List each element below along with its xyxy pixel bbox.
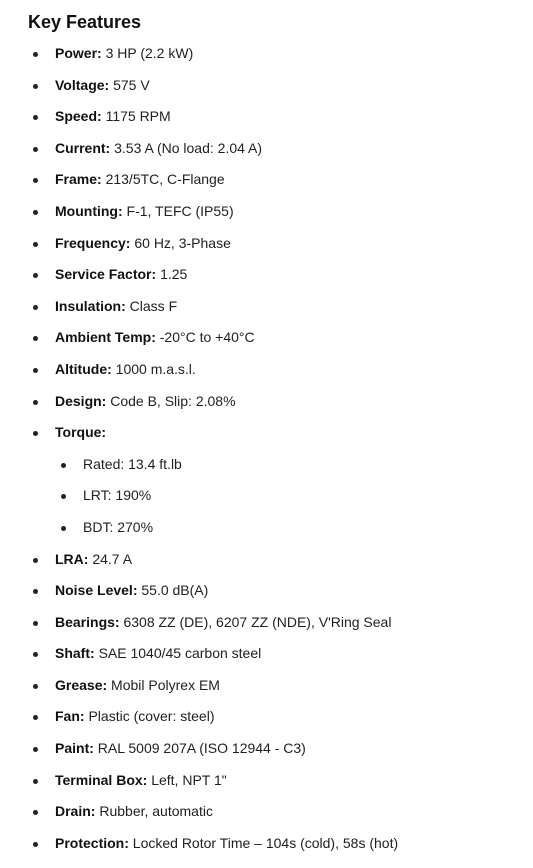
feature-label: LRA: xyxy=(55,550,89,567)
feature-label: Speed: xyxy=(55,108,102,125)
feature-item xyxy=(0,259,533,291)
feature-value: Left, NPT 1" xyxy=(151,771,227,788)
bullet-icon xyxy=(33,558,38,563)
feature-label: Current: xyxy=(55,139,111,156)
feature-subitem xyxy=(0,480,533,512)
bullet-icon xyxy=(33,178,38,183)
bullet-icon xyxy=(33,621,38,626)
feature-item xyxy=(0,828,533,860)
feature-item xyxy=(0,354,533,386)
feature-value: 24.7 A xyxy=(92,550,133,567)
feature-label: Insulation: xyxy=(55,297,126,314)
feature-list xyxy=(0,38,533,859)
feature-value: Code B, Slip: 2.08% xyxy=(110,392,236,409)
feature-value: Class F xyxy=(129,297,178,314)
feature-label: Shaft: xyxy=(55,645,95,662)
feature-label: Bearings: xyxy=(55,613,120,630)
bullet-icon xyxy=(33,684,38,689)
feature-value: LRT: 190% xyxy=(83,487,152,504)
bullet-icon xyxy=(33,336,38,341)
feature-value: 55.0 dB(A) xyxy=(141,582,209,599)
feature-value: 3.53 A (No load: 2.04 A) xyxy=(114,139,263,156)
feature-item xyxy=(0,733,533,765)
bullet-icon xyxy=(33,747,38,752)
bullet-icon xyxy=(61,494,66,499)
feature-item xyxy=(0,70,533,102)
feature-value: Mobil Polyrex EM xyxy=(111,676,220,693)
feature-label: Frame: xyxy=(55,171,102,188)
feature-value: 1000 m.a.s.l. xyxy=(115,360,196,377)
feature-item xyxy=(0,796,533,828)
bullet-icon xyxy=(33,652,38,657)
feature-label: Terminal Box: xyxy=(55,771,148,788)
bullet-icon xyxy=(33,147,38,152)
feature-value: 6308 ZZ (DE), 6207 ZZ (NDE), V'Ring Seal xyxy=(123,613,392,630)
feature-item xyxy=(0,164,533,196)
feature-value: F-1, TEFC (IP55) xyxy=(126,202,234,219)
feature-value: 1.25 xyxy=(160,266,188,283)
bullet-icon xyxy=(61,463,66,468)
feature-label: Torque: xyxy=(55,424,107,441)
bullet-icon xyxy=(33,589,38,594)
feature-value: SAE 1040/45 carbon steel xyxy=(98,645,262,662)
feature-value: 60 Hz, 3-Phase xyxy=(134,234,231,251)
feature-label: Grease: xyxy=(55,676,108,693)
feature-label: Mounting: xyxy=(55,202,123,219)
feature-value: RAL 5009 207A (ISO 12944 - C3) xyxy=(97,740,306,757)
bullet-icon xyxy=(33,368,38,373)
feature-value: Locked Rotor Time – 104s (cold), 58s (hot) xyxy=(132,834,399,851)
feature-value: BDT: 270% xyxy=(83,518,154,535)
bullet-icon xyxy=(61,526,66,531)
feature-item xyxy=(0,291,533,323)
feature-label: Protection: xyxy=(55,834,129,851)
feature-item xyxy=(0,101,533,133)
feature-label: Paint: xyxy=(55,740,94,757)
feature-item xyxy=(0,544,533,576)
bullet-icon xyxy=(33,810,38,815)
feature-label: Ambient Temp: xyxy=(55,329,156,346)
bullet-icon xyxy=(33,431,38,436)
feature-item xyxy=(0,322,533,354)
feature-item xyxy=(0,228,533,260)
feature-value: 575 V xyxy=(113,76,150,93)
feature-label: Altitude: xyxy=(55,360,112,377)
feature-label: Design: xyxy=(55,392,107,409)
bullet-icon xyxy=(33,273,38,278)
feature-label: Frequency: xyxy=(55,234,131,251)
bullet-icon xyxy=(33,400,38,405)
bullet-icon xyxy=(33,210,38,215)
feature-value: 213/5TC, C-Flange xyxy=(105,171,225,188)
feature-item xyxy=(0,196,533,228)
feature-item xyxy=(0,607,533,639)
feature-value: Rubber, automatic xyxy=(99,803,213,820)
feature-label: Voltage: xyxy=(55,76,110,93)
feature-item xyxy=(0,765,533,797)
feature-subitem xyxy=(0,512,533,544)
feature-item xyxy=(0,133,533,165)
feature-value: Plastic (cover: steel) xyxy=(88,708,215,725)
feature-label: Noise Level: xyxy=(55,582,138,599)
feature-value: 1175 RPM xyxy=(105,108,171,125)
feature-value: -20°C to +40°C xyxy=(159,329,255,346)
bullet-icon xyxy=(33,715,38,720)
feature-label: Fan: xyxy=(55,708,85,725)
section-heading: Key Features xyxy=(28,12,142,32)
feature-value: Rated: 13.4 ft.lb xyxy=(83,455,182,472)
bullet-icon xyxy=(33,115,38,120)
bullet-icon xyxy=(33,52,38,57)
feature-item xyxy=(0,38,533,70)
bullet-icon xyxy=(33,242,38,247)
feature-label: Service Factor: xyxy=(55,266,157,283)
feature-item xyxy=(0,670,533,702)
feature-label: Power: xyxy=(55,45,102,61)
bullet-icon xyxy=(33,779,38,784)
bullet-icon xyxy=(33,84,38,89)
feature-item xyxy=(0,417,533,449)
bullet-icon xyxy=(33,842,38,847)
bullet-icon xyxy=(33,305,38,310)
feature-value: 3 HP (2.2 kW) xyxy=(105,45,194,61)
feature-item xyxy=(0,575,533,607)
feature-subitem xyxy=(0,449,533,481)
feature-item xyxy=(0,386,533,418)
feature-label: Drain: xyxy=(55,803,96,820)
feature-item xyxy=(0,701,533,733)
feature-item xyxy=(0,638,533,670)
